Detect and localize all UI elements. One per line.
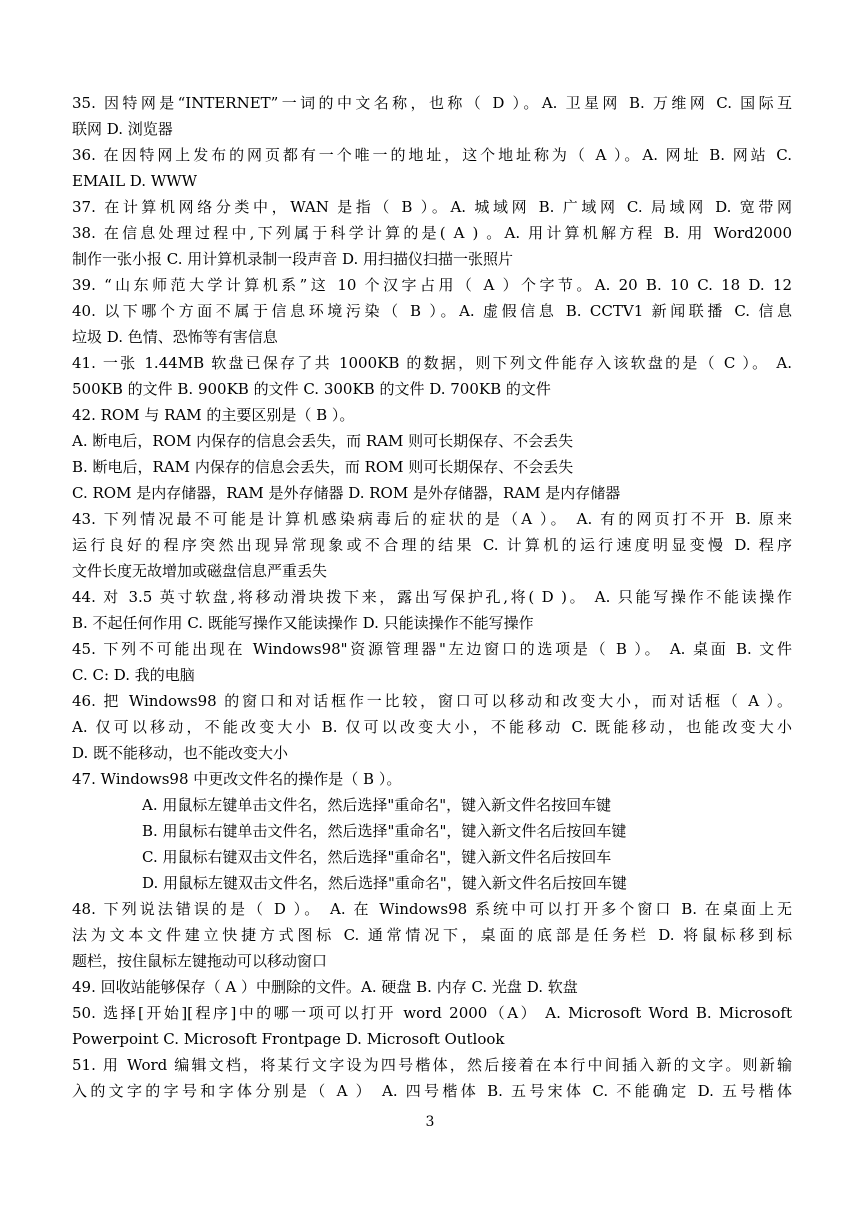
- text-line: 入的文字的字号和字体分别是（ A ） A. 四号楷体 B. 五号宋体 C. 不能确定 D. 五号楷体: [72, 1082, 792, 1100]
- text-line: Powerpoint C. Microsoft Frontpage D. Microsoft Outlook: [72, 1030, 505, 1048]
- text-line: 50. 选择[开始][程序]中的哪一项可以打开 word 2000（A） A. Microsoft Word B. Microsoft: [72, 1004, 792, 1022]
- question-list: [72, 90, 792, 1104]
- text-line: B. 不起任何作用 C. 既能写操作又能读操作 D. 只能读操作不能写操作: [72, 614, 534, 632]
- text-line: 46. 把 Windows98 的窗口和对话框作一比较，窗口可以移动和改变大小，而对话框（ A ）。: [72, 692, 792, 710]
- option-line: A. 用鼠标左键单击文件名，然后选择"重命名"，键入新文件名按回车键: [142, 796, 612, 814]
- text-line: 41. 一张 1.44MB 软盘已保存了共 1000KB 的数据，则下列文件能存入该软盘的是（ C ）。 A.: [72, 354, 792, 372]
- option-line: C. 用鼠标右键双击文件名，然后选择"重命名"，键入新文件名后按回车: [142, 848, 612, 866]
- text-line: 文件长度无故增加或磁盘信息严重丢失: [72, 562, 328, 580]
- text-line: 联网 D. 浏览器: [72, 120, 173, 138]
- text-line: 39. “山东师范大学计算机系”这 10 个汉字占用（ A ）个字节。A. 20 B. 10 C. 18 D. 12: [72, 276, 792, 294]
- text-line: 法为文本文件建立快捷方式图标 C. 通常情况下，桌面的底部是任务栏 D. 将鼠标移到标: [72, 926, 792, 944]
- text-line: 运行良好的程序突然出现异常现象或不合理的结果 C. 计算机的运行速度明显变慢 D. 程序: [72, 536, 792, 554]
- text-line: B. 断电后，RAM 内保存的信息会丢失，而 ROM 则可长期保存、不会丢失: [72, 458, 574, 476]
- text-line: 44. 对 3.5 英寸软盘,将移动滑块拨下来，露出写保护孔,将( D )。 A. 只能写操作不能读操作: [72, 588, 792, 606]
- text-line: A. 仅可以移动，不能改变大小 B. 仅可以改变大小，不能移动 C. 既能移动，也能改变大小: [72, 718, 792, 736]
- option-line: D. 用鼠标左键双击文件名，然后选择"重命名"，键入新文件名后按回车键: [142, 874, 627, 892]
- text-line: D. 既不能移动，也不能改变大小: [72, 744, 289, 762]
- text-line: C. C: D. 我的电脑: [72, 666, 195, 684]
- option-line: B. 用鼠标右键单击文件名，然后选择"重命名"，键入新文件名后按回车键: [142, 822, 627, 840]
- text-line: 43. 下列情况最不可能是计算机感染病毒后的症状的是（A ）。 A. 有的网页打不开 B. 原来: [72, 510, 792, 528]
- text-line: 制作一张小报 C. 用计算机录制一段声音 D. 用扫描仪扫描一张照片: [72, 250, 514, 268]
- text-line: 45. 下列不可能出现在 Windows98"资源管理器"左边窗口的选项是（ B ）。 A. 桌面 B. 文件: [72, 640, 792, 658]
- text-line: 36. 在因特网上发布的网页都有一个唯一的地址，这个地址称为（ A ）。A. 网址 B. 网站 C.: [72, 146, 792, 164]
- text-line: 37. 在计算机网络分类中，WAN 是指（ B ）。A. 城域网 B. 广域网 C. 局域网 D. 宽带网: [72, 198, 792, 216]
- page-number: 3: [425, 1114, 435, 1130]
- text-line: 49. 回收站能够保存（ A ）中删除的文件。A. 硬盘 B. 内存 C. 光盘 D. 软盘: [72, 978, 578, 996]
- text-line: 500KB 的文件 B. 900KB 的文件 C. 300KB 的文件 D. 700KB 的文件: [72, 380, 551, 398]
- text-line: EMAIL D. WWW: [72, 172, 198, 190]
- text-line: 题栏，按住鼠标左键拖动可以移动窗口: [72, 952, 328, 970]
- text-line: C. ROM 是内存储器，RAM 是外存储器 D. ROM 是外存储器，RAM 是内存储器: [72, 484, 621, 502]
- text-line: 38. 在信息处理过程中,下列属于科学计算的是( A ) 。A. 用计算机解方程 B. 用 Word2000: [72, 224, 792, 242]
- text-line: 51. 用 Word 编辑文档，将某行文字设为四号楷体，然后接着在本行中间插入新的文字。则新输: [72, 1056, 792, 1074]
- text-line: 垃圾 D. 色情、恐怖等有害信息: [72, 328, 278, 346]
- text-line: A. 断电后，ROM 内保存的信息会丢失，而 RAM 则可长期保存、不会丢失: [72, 432, 574, 450]
- text-line: 42. ROM 与 RAM 的主要区别是（ B ）。: [72, 406, 355, 424]
- text-line: 47. Windows98 中更改文件名的操作是（ B ）。: [72, 770, 402, 788]
- text-line: 48. 下列说法错误的是（ D ）。 A. 在 Windows98 系统中可以打开多个窗口 B. 在桌面上无: [72, 900, 792, 918]
- text-line: 40. 以下哪个方面不属于信息环境污染（ B ）。A. 虚假信息 B. CCTV1 新闻联播 C. 信息: [72, 302, 792, 320]
- text-line: 35. 因特网是“INTERNET”一词的中文名称，也称（ D ）。A. 卫星网 B. 万维网 C. 国际互: [72, 94, 792, 112]
